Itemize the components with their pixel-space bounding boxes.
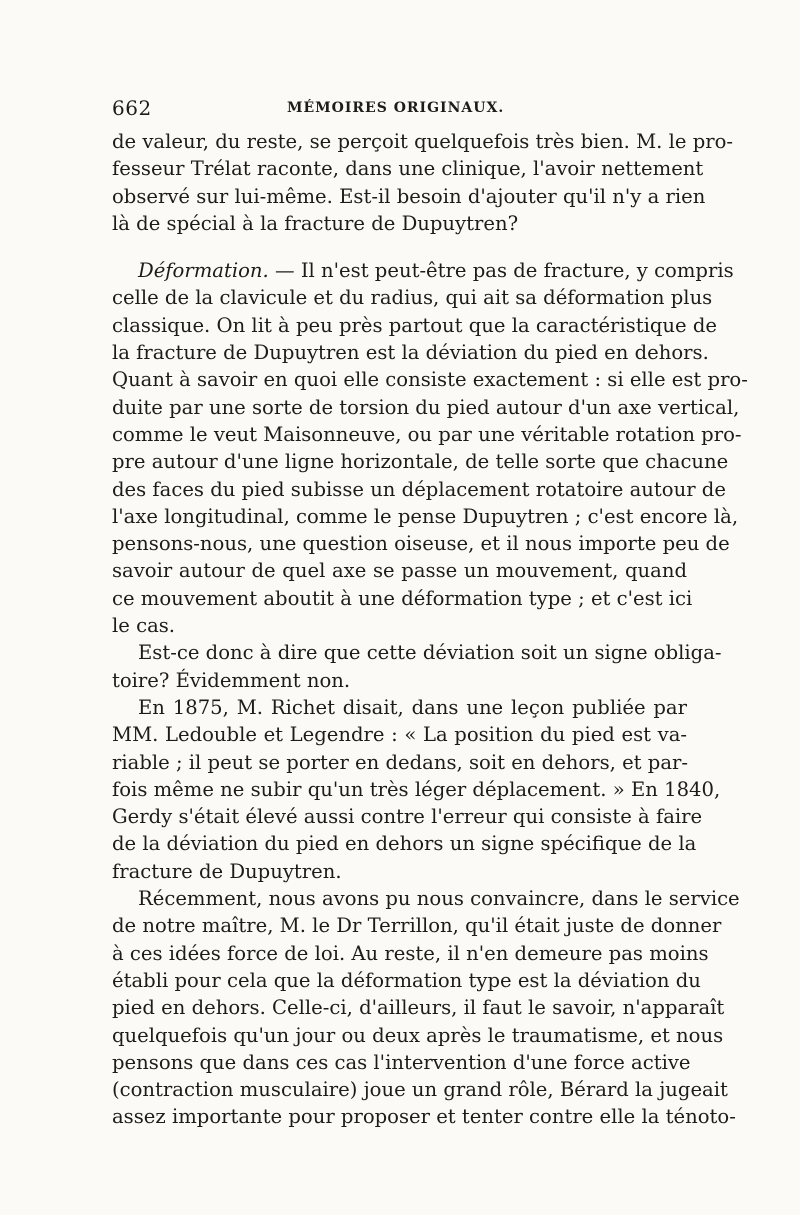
page-header [112, 96, 687, 122]
text-line: celle de la clavicule et du radius, qui ait sa déformation plus [112, 286, 713, 310]
text-line: là de spécial à la fracture de Dupuytren? [112, 211, 519, 235]
text-line: des faces du pied subisse un déplacement rotatoire autour de [112, 477, 726, 501]
text-line: pensons-nous, une question oiseuse, et il nous importe peu de [112, 532, 730, 556]
text-line: comme le veut Maisonneuve, ou par une véritable rotation pro- [112, 422, 742, 446]
text-line: fesseur Trélat raconte, dans une clinique, l'avoir nettement [112, 157, 704, 181]
paragraph [112, 639, 722, 694]
text-line: Est-ce donc à dire que cette déviation soit un signe obliga- [138, 641, 722, 665]
paragraph [112, 694, 721, 885]
text-line: observé sur lui-même. Est-il besoin d'ajouter qu'il n'y a rien [112, 184, 706, 208]
text-line: de la déviation du pied en dehors un signe spécifique de la [112, 832, 697, 856]
paragraph [112, 128, 734, 237]
text-line: quelquefois qu'un jour ou deux après le traumatisme, et nous [112, 1023, 724, 1047]
text-line: En 1875, M. Richet disait, dans une leçon publiée par [138, 695, 687, 719]
text-line: la fracture de Dupuytren est la déviation du pied en dehors. [112, 341, 709, 365]
text-line: assez importante pour proposer et tenter contre elle la ténoto- [112, 1105, 736, 1129]
text-line: pied en dehors. Celle-ci, d'ailleurs, il faut le savoir, n'apparaît [112, 996, 725, 1020]
text-line: le cas. [112, 614, 176, 638]
text-line: riable ; il peut se porter en dedans, soit en dehors, et par- [112, 750, 688, 774]
text-line: à ces idées force de loi. Au reste, il n'en demeure pas moins [112, 941, 709, 965]
text-line: (contraction musculaire) joue un grand rôle, Bérard la jugeait [112, 1078, 728, 1102]
text-line: fois même ne subir qu'un très léger déplacement. » En 1840, [112, 777, 721, 801]
text-line: Récemment, nous avons pu nous convaincre, dans le service [138, 887, 740, 911]
text-line: établi pour cela que la déformation type est la déviation du [112, 968, 701, 992]
text-line: MM. Ledouble et Legendre : « La position du pied est va- [112, 723, 687, 747]
text-line: ce mouvement aboutit à une déformation type ; et c'est ici [112, 586, 693, 610]
text-line: de notre maître, M. le Dr Terrillon, qu'il était juste de donner [112, 914, 722, 938]
paragraph [112, 885, 740, 1131]
text-line: duite par une sorte de torsion du pied autour d'un axe vertical, [112, 395, 740, 419]
text-line: pre autour d'une ligne horizontale, de telle sorte que chacune [112, 450, 729, 474]
text-line: de valeur, du reste, se perçoit quelquefois très bien. M. le pro- [112, 130, 734, 153]
paragraph-deformation [112, 257, 748, 639]
text-line: classique. On lit à peu près partout que la caractéristique de [112, 313, 717, 337]
text-line: toire? Évidemment non. [112, 668, 351, 692]
body-text [112, 128, 748, 1131]
text-line: Quant à savoir en quoi elle consiste exactement : si elle est pro- [112, 368, 748, 392]
text-fragment: — Il n'est peut-être pas de fracture, y compris [268, 259, 734, 283]
running-title: MÉMOIRES ORIGINAUX. [287, 100, 505, 116]
text-line: fracture de Dupuytren. [112, 859, 342, 883]
section-lead: Déformation. [138, 259, 269, 283]
text-line: Gerdy s'était élevé aussi contre l'erreur qui consiste à faire [112, 805, 703, 829]
text-line: savoir autour de quel axe se passe un mouvement, quand [112, 559, 687, 583]
text-line: l'axe longitudinal, comme le pense Dupuytren ; c'est encore là, [112, 504, 739, 528]
page-number: 662 [112, 96, 152, 120]
text-line [112, 257, 734, 284]
text-line: pensons que dans ces cas l'intervention d'une force active [112, 1050, 691, 1074]
